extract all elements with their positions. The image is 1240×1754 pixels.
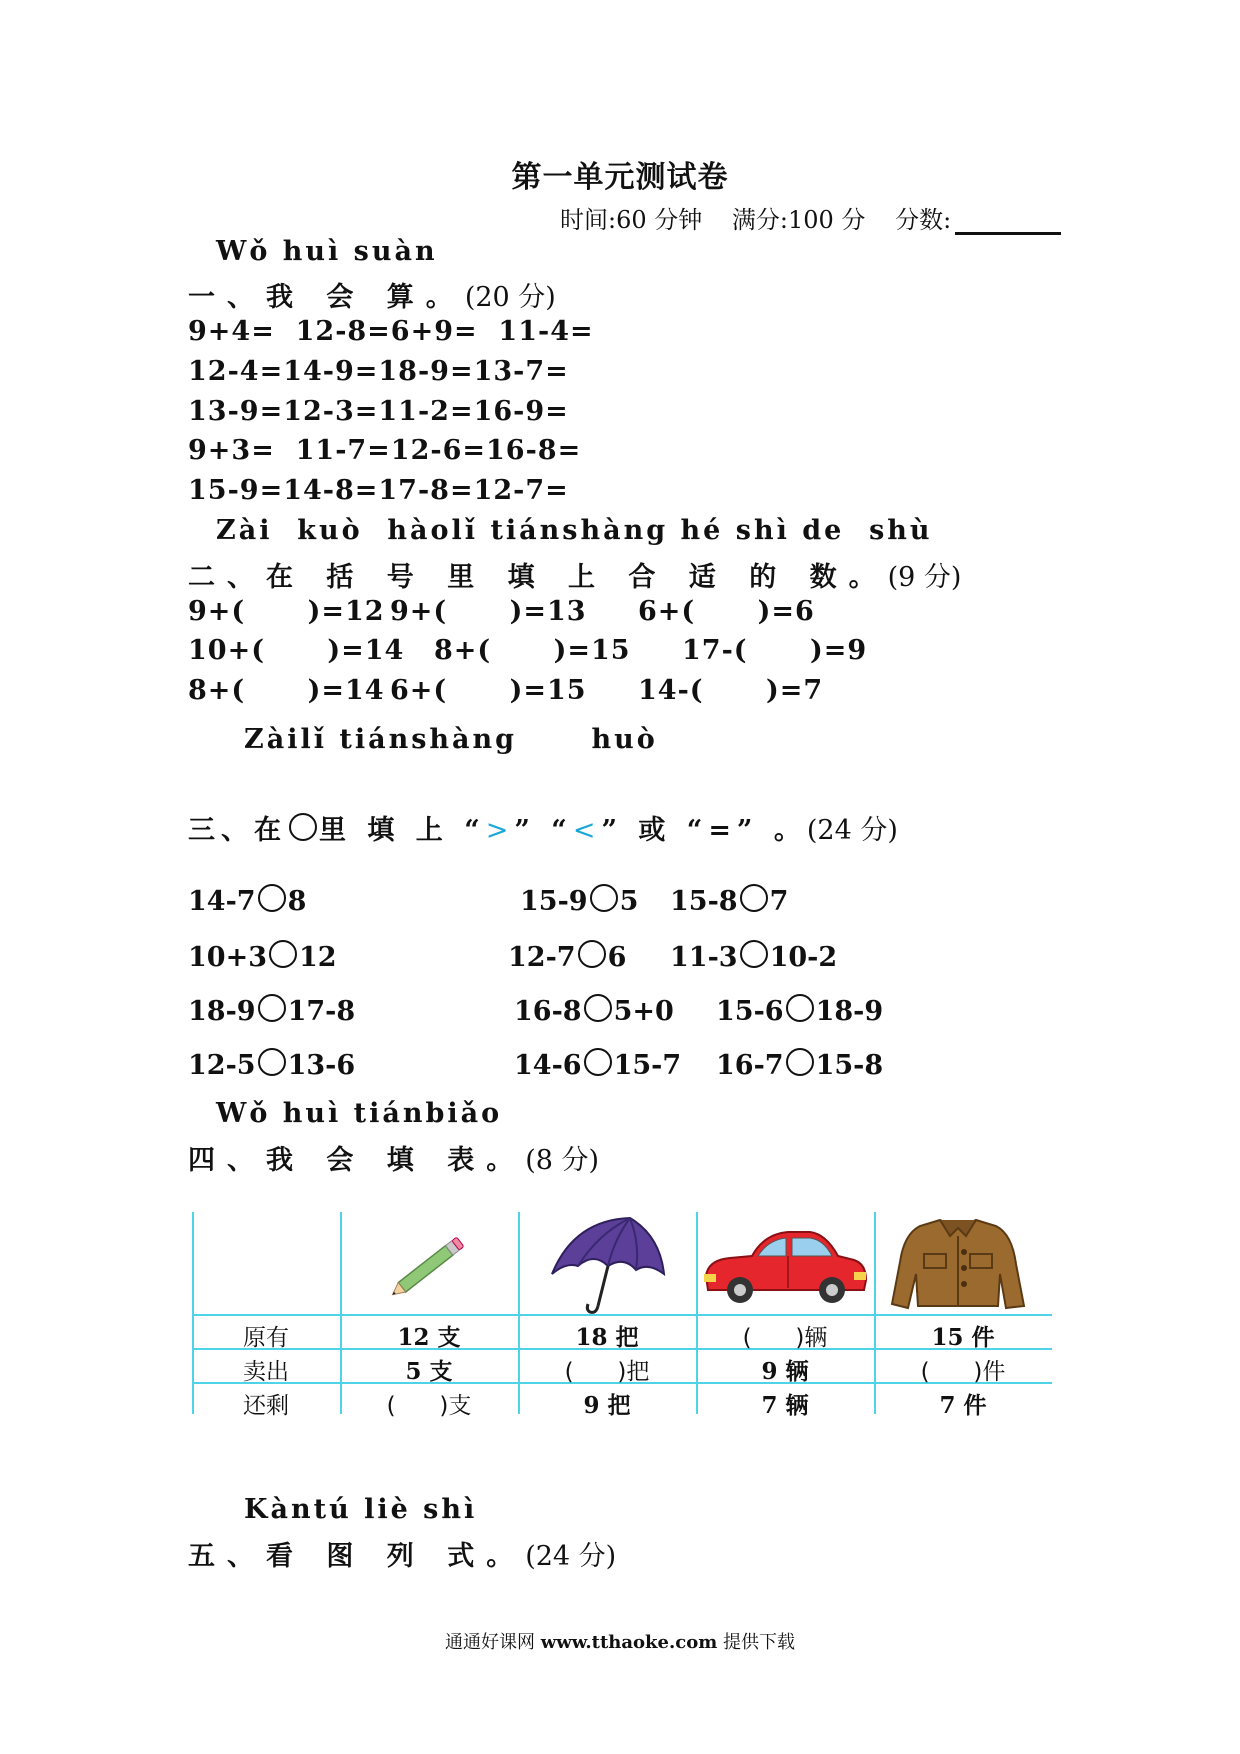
s1-row: 9+4= 12-8=6+9= 11-4= — [188, 316, 594, 347]
score-label: 分数: — [895, 206, 952, 234]
answer-circle[interactable] — [786, 1048, 814, 1076]
table-cell: 5 支 — [405, 1358, 453, 1385]
footer: 通通好课网 www.tthaoke.com 提供下载 — [445, 1632, 795, 1653]
full-score: 满分:100 分 — [731, 206, 866, 234]
table-cell[interactable]: ( )把 — [564, 1359, 650, 1385]
exam-meta — [560, 200, 1083, 235]
s2-item: 14-( )=7 — [638, 675, 824, 706]
table-cell[interactable]: ( )件 — [920, 1359, 1006, 1385]
compare-item: 15-6 18-9 — [716, 996, 884, 1027]
s2-item: 6+( )=15 — [390, 675, 587, 706]
row-label: 卖出 — [243, 1359, 289, 1385]
table-cell: 15 件 — [931, 1324, 995, 1351]
s4-heading: 四、我 会 填 表。(8 分) — [188, 1145, 600, 1176]
answer-circle[interactable] — [578, 940, 606, 968]
compare-item: 14-6 15-7 — [514, 1050, 682, 1081]
time-limit: 时间:60 分钟 — [560, 206, 703, 234]
table-cell: 7 件 — [939, 1392, 987, 1419]
compare-item: 15-8 7 — [670, 886, 789, 917]
s2-item: 9+( )=13 — [390, 596, 587, 627]
row-label: 原有 — [243, 1325, 289, 1351]
compare-item: 15-9 5 — [520, 886, 639, 917]
answer-circle[interactable] — [584, 994, 612, 1022]
table-cell: 9 辆 — [761, 1358, 809, 1385]
s1-pinyin: Wǒ huì suàn — [216, 236, 438, 267]
circle-icon — [289, 813, 317, 841]
s2-item: 8+( )=14 — [188, 675, 385, 706]
s2-heading: 二、在 括 号 里 填 上 合 适 的 数。(9 分) — [188, 562, 962, 593]
compare-item: 11-3 10-2 — [670, 942, 838, 973]
answer-circle[interactable] — [584, 1048, 612, 1076]
table-cell: 12 支 — [397, 1324, 461, 1351]
umbrella-icon — [544, 1216, 668, 1316]
answer-circle[interactable] — [740, 940, 768, 968]
s2-pinyin: Zài kuò hàolǐ tiánshàng hé shì de shù — [216, 515, 933, 546]
s3-pinyin: Zàilǐ tiánshàng huò — [244, 724, 658, 755]
s2-item: 6+( )=6 — [638, 596, 815, 627]
compare-item: 18-9 17-8 — [188, 996, 356, 1027]
s3-heading: 三、在 里 填 上 “>” “<” 或 “=” 。(24 分) — [188, 815, 898, 846]
table-cell[interactable]: ( )辆 — [742, 1325, 828, 1351]
jacket-icon — [888, 1214, 1028, 1314]
s1-row: 12-4=14-9=18-9=13-7= — [188, 356, 569, 387]
row-label: 还剩 — [243, 1393, 289, 1419]
compare-item: 12-5 13-6 — [188, 1050, 356, 1081]
greater-than-symbol: > — [485, 815, 515, 846]
answer-circle[interactable] — [258, 1048, 286, 1076]
less-than-symbol: < — [572, 815, 602, 846]
compare-item: 14-7 8 — [188, 886, 307, 917]
compare-item: 10+3 12 — [188, 942, 337, 973]
answer-circle[interactable] — [740, 884, 768, 912]
answer-circle[interactable] — [258, 994, 286, 1022]
table-cell: 18 把 — [575, 1324, 639, 1351]
s2-item: 10+( )=14 — [188, 635, 405, 666]
footer-link[interactable]: www.tthaoke.com — [540, 1632, 718, 1653]
s4-pinyin: Wǒ huì tiánbiǎo — [216, 1098, 503, 1129]
s1-row: 15-9=14-8=17-8=12-7= — [188, 475, 569, 506]
score-blank[interactable] — [955, 210, 1061, 235]
s2-item: 9+( )=12 — [188, 596, 385, 627]
answer-circle[interactable] — [269, 940, 297, 968]
car-icon — [700, 1226, 870, 1312]
s1-row: 9+3= 11-7=12-6=16-8= — [188, 435, 582, 466]
s5-pinyin: Kàntú liè shì — [244, 1494, 478, 1525]
pencil-icon — [382, 1236, 472, 1302]
answer-circle[interactable] — [258, 884, 286, 912]
page-title: 第一单元测试卷 — [511, 160, 729, 195]
compare-item: 16-8 5+0 — [514, 996, 674, 1027]
s2-item: 17-( )=9 — [682, 635, 868, 666]
answer-circle[interactable] — [590, 884, 618, 912]
table-cell[interactable]: ( )支 — [386, 1393, 472, 1419]
s2-item: 8+( )=15 — [434, 635, 631, 666]
table-cell: 7 辆 — [761, 1392, 809, 1419]
sales-table — [192, 1212, 1052, 1419]
compare-item: 12-7 6 — [508, 942, 627, 973]
s5-heading: 五、看 图 列 式。(24 分) — [188, 1541, 617, 1572]
compare-item: 16-7 15-8 — [716, 1050, 884, 1081]
s1-heading: 一、我 会 算。(20 分) — [188, 282, 556, 313]
s1-row: 13-9=12-3=11-2=16-9= — [188, 396, 569, 427]
table-cell: 9 把 — [583, 1392, 631, 1419]
answer-circle[interactable] — [786, 994, 814, 1022]
